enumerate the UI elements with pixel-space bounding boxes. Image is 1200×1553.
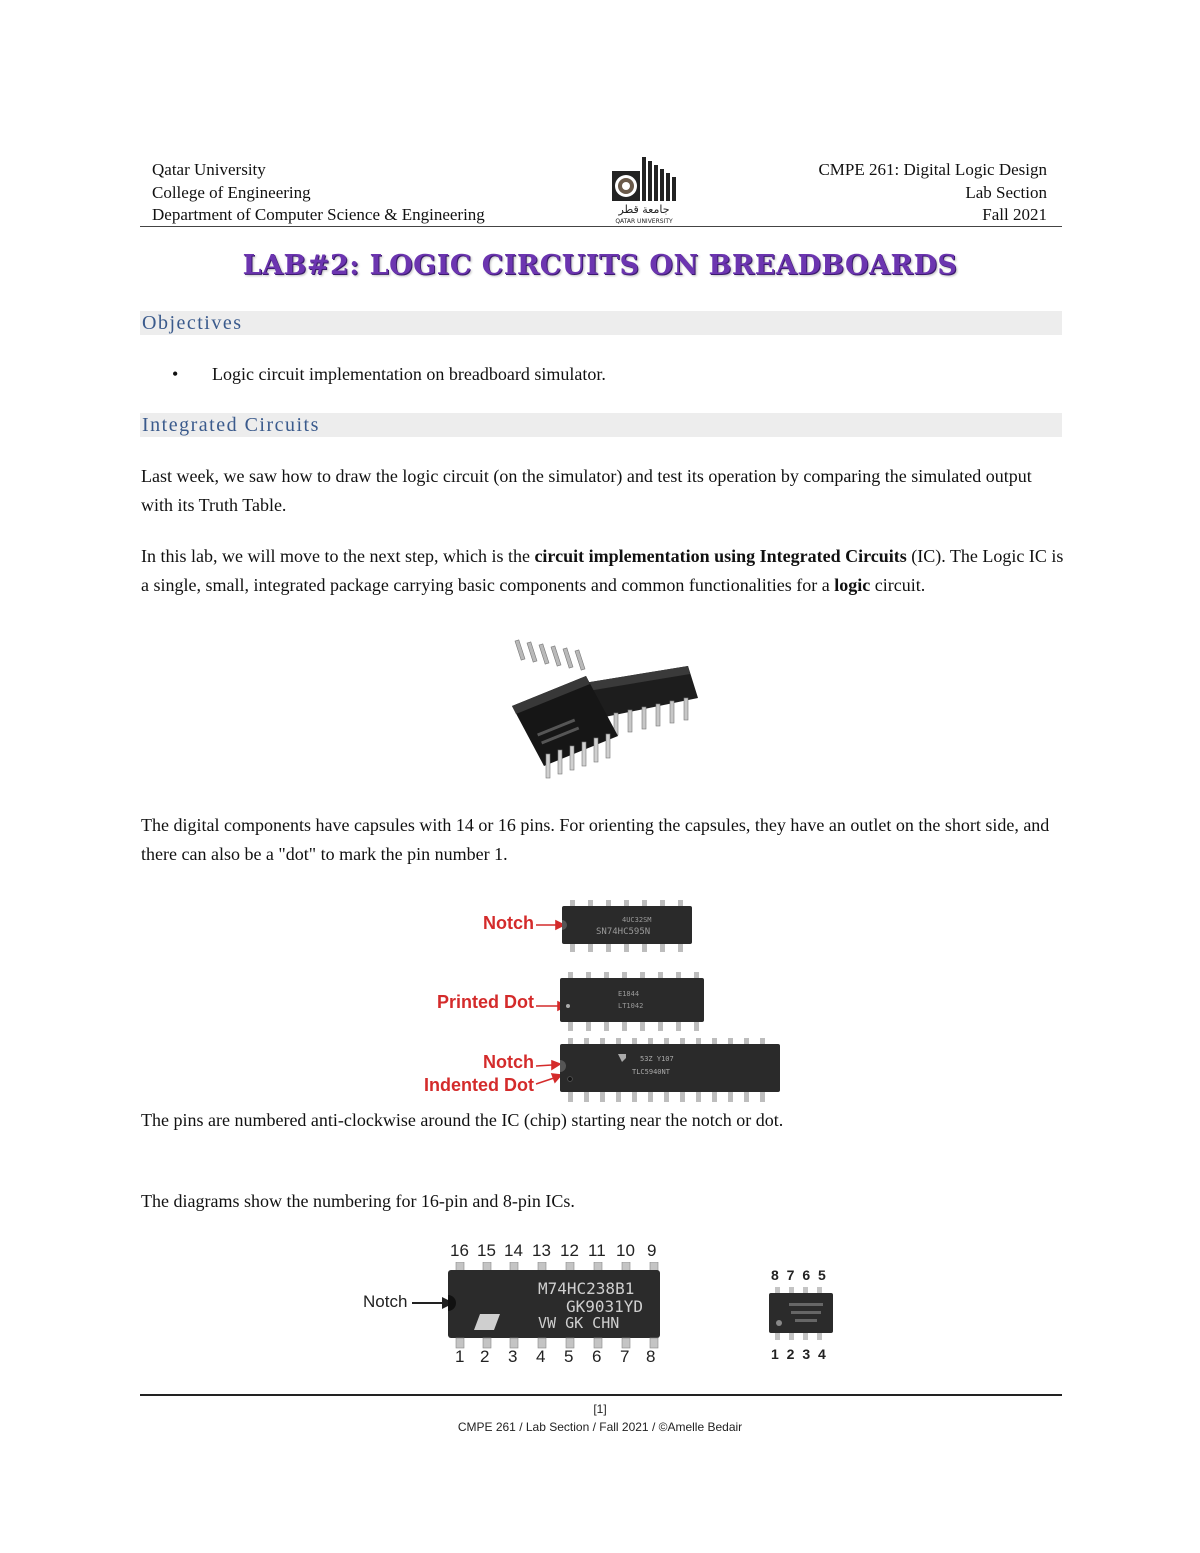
ic-orientation-figure — [534, 896, 786, 1116]
objective-item: Logic circuit implementation on breadboard simulator. — [212, 364, 606, 384]
paragraph-diagrams: The diagrams show the numbering for 16-pin and 8-pin ICs. — [141, 1191, 575, 1211]
header-right — [818, 159, 1047, 227]
ic-8pin-diagram — [765, 1285, 837, 1341]
university-logo — [604, 155, 684, 225]
paragraph-intro: Last week, we saw how to draw the logic circuit (on the simulator) and test its operation by comparing the simulated output with its Truth Table. — [141, 466, 1032, 515]
department-name: Department of Computer Science & Engineering — [152, 205, 485, 224]
semester: Fall 2021 — [982, 205, 1047, 224]
ic-16pin-diagram — [446, 1262, 662, 1350]
page-title: LAB#2: LOGIC CIRCUITS ON BREADBOARDS — [242, 250, 958, 281]
objectives-heading: Objectives — [140, 311, 1062, 335]
paragraph-capsules: The digital components have capsules with 14 or 16 pins. For orienting the capsules, they have an outlet on the short side, and there can also be a "dot" to mark the pin number 1. — [141, 815, 1050, 864]
ic-chips-photo — [508, 636, 698, 786]
svg-text:E1844: E1844 — [618, 990, 640, 998]
svg-text:VW GK CHN: VW GK CHN — [538, 1314, 620, 1332]
logo-arabic-text: جامعة قطر — [618, 203, 670, 216]
footer-divider — [140, 1394, 1062, 1396]
college-name: College of Engineering — [152, 182, 311, 202]
bullet-icon: • — [172, 364, 179, 384]
notch-label: Notch — [363, 1292, 408, 1311]
chip-lt1042 — [560, 972, 704, 1031]
section-name: Lab Section — [965, 182, 1047, 202]
callout-printed-dot: Printed Dot — [437, 992, 534, 1012]
callout-notch-1: Notch — [483, 913, 534, 933]
svg-text:53Z Y107: 53Z Y107 — [640, 1055, 674, 1063]
callout-notch-2: Notch — [483, 1052, 534, 1072]
bold-logic: logic — [834, 574, 871, 595]
top-pin-numbers-16: 16 15 14 13 12 11 10 9 — [450, 1241, 657, 1260]
paragraph-ic-definition: In this lab, we will move to the next step, which is the circuit implementation using Integrated Circuits (IC). The Logic IC is a single, small, integrated package carrying basic components and common functionalities for a logic circuit. — [141, 546, 1064, 595]
logo-english-text: QATAR UNIVERSITY — [615, 218, 673, 225]
bottom-pin-numbers-16: 1 2 3 4 5 6 7 8 — [455, 1347, 656, 1366]
bold-implementation: circuit implementation using Integrated Circuits — [534, 546, 907, 566]
header-left — [152, 159, 485, 227]
course-name: CMPE 261: Digital Logic Design — [818, 160, 1047, 179]
callout-indented-dot: Indented Dot — [424, 1075, 534, 1095]
svg-text:SN74HC595N: SN74HC595N — [596, 927, 651, 937]
svg-text:TLC5940NT: TLC5940NT — [632, 1068, 670, 1076]
header-divider — [140, 226, 1062, 227]
svg-text:M74HC238B1: M74HC238B1 — [538, 1279, 635, 1298]
page-number: [1] — [593, 1402, 607, 1416]
top-pin-numbers-8: 8 7 6 5 — [771, 1267, 828, 1283]
bottom-pin-numbers-8: 1 2 3 4 — [771, 1346, 828, 1362]
chip-tlc5940 — [560, 1038, 780, 1102]
university-name: Qatar University — [152, 160, 266, 179]
svg-text:4UC32SM: 4UC32SM — [622, 916, 652, 924]
integrated-circuits-heading: Integrated Circuits — [140, 413, 1062, 437]
chip-sn74hc595 — [562, 900, 692, 952]
footer-text: CMPE 261 / Lab Section / Fall 2021 / ©Amelle Bedair — [457, 1420, 743, 1434]
svg-text:LT1042: LT1042 — [618, 1002, 644, 1010]
paragraph-pin-numbering: The pins are numbered anti-clockwise around the IC (chip) starting near the notch or dot. — [141, 1110, 784, 1130]
svg-text:GK9031YD: GK9031YD — [566, 1297, 644, 1316]
